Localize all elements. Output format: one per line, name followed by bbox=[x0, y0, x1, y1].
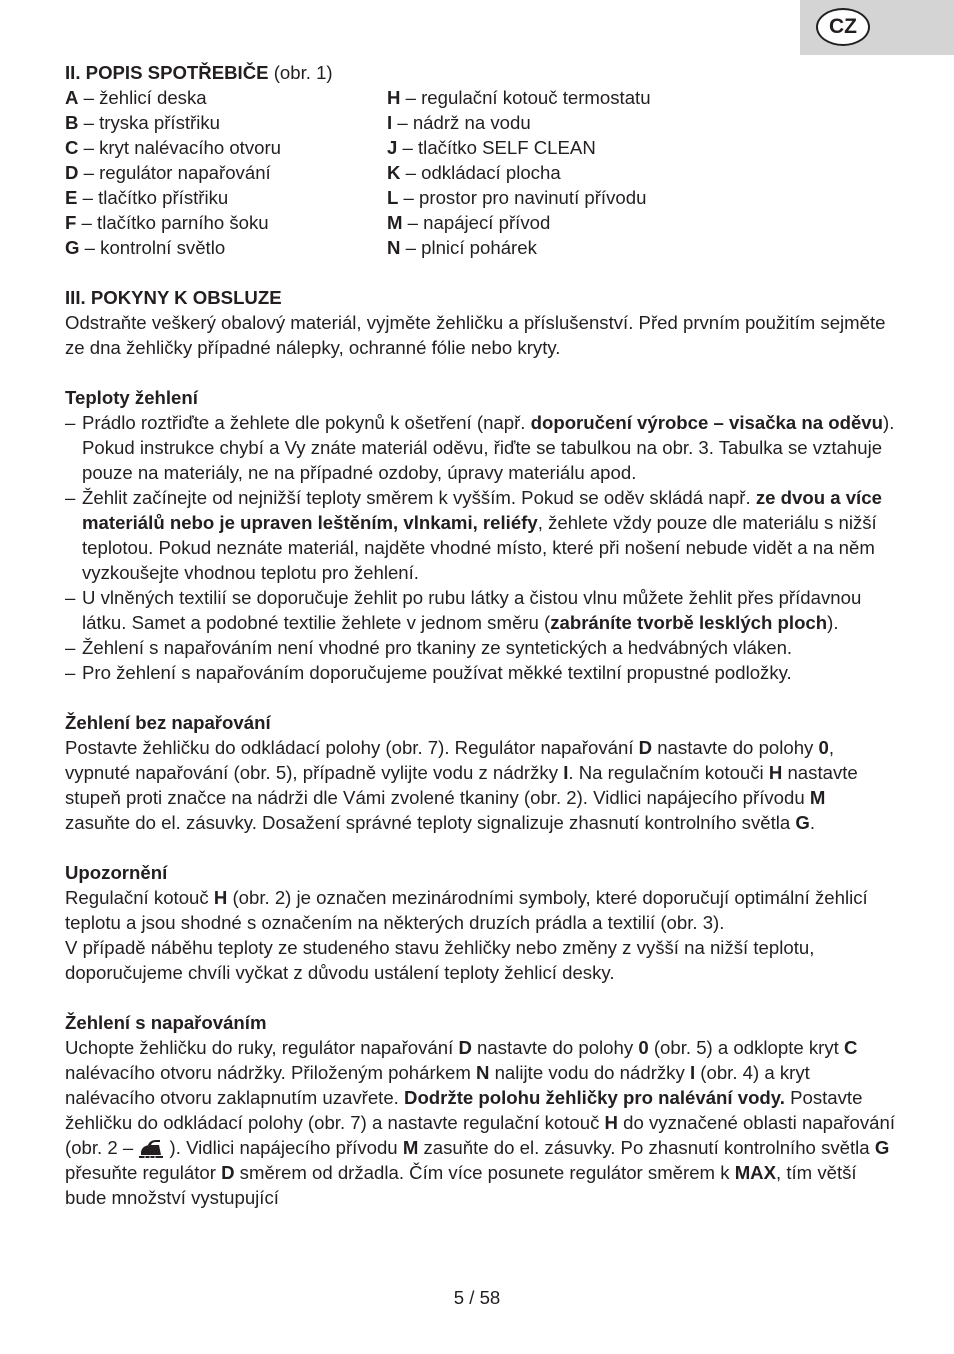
steam-iron-icon bbox=[138, 1139, 164, 1159]
list-item: – Pro žehlení s napařováním doporučujeme používat měkké textilní propustné podložky. bbox=[65, 660, 895, 685]
parts-column-left bbox=[65, 85, 387, 260]
part-item: D – regulátor napařování bbox=[65, 162, 271, 183]
paragraph-ironing-without-steam: Postavte žehličku do odkládací polohy (obr. 7). Regulátor napařování D nastavte do polohy 0, vypnuté napařování (obr. 5), případně vylijte vodu z nádržky I. Na regulačním kotouči H nastavte stupeň proti značce na nádrži dle Vámi zvolené tkaniny (obr. 2). Vidlici napájecího přívodu M zasuňte do el. zásuvky. Dosažení správné teploty signalizuje zhasnutí kontrolního světla G. bbox=[65, 737, 858, 833]
list-item: – Žehlení s napařováním není vhodné pro tkaniny ze syntetických a hedvábných vláken. bbox=[65, 635, 895, 660]
section-title-parts: II. POPIS SPOTŘEBIČE (obr. 1) bbox=[65, 62, 333, 83]
paragraph-warning: Regulační kotouč H (obr. 2) je označen mezinárodními symboly, které doporučují optimální žehlicí teplotu a jsou shodné s označením na některých druzích prádla a textilií (obr. 3). bbox=[65, 887, 868, 933]
part-item: B – tryska přístřiku bbox=[65, 112, 220, 133]
language-badge: CZ bbox=[816, 8, 870, 46]
heading-warning: Upozornění bbox=[65, 862, 168, 883]
heading-ironing-without-steam: Žehlení bez napařování bbox=[65, 712, 271, 733]
part-item: J – tlačítko SELF CLEAN bbox=[387, 137, 596, 158]
part-item: L – prostor pro navinutí přívodu bbox=[387, 187, 647, 208]
heading-ironing-with-steam: Žehlení s napařováním bbox=[65, 1012, 267, 1033]
part-item: A – žehlicí deska bbox=[65, 87, 207, 108]
parts-column-right bbox=[387, 85, 887, 260]
list-item: – Prádlo roztřiďte a žehlete dle pokynů k ošetření (např. doporučení výrobce – visačka na oděvu). Pokud instrukce chybí a Vy znáte materiál oděvu, řiďte se tabulkou na obr. 3. Tabulka se vztahuje pouze na materiály, ne na případné ozdoby, úpravy materiálu apod. bbox=[65, 410, 895, 485]
part-item: F – tlačítko parního šoku bbox=[65, 212, 269, 233]
section-intro: Odstraňte veškerý obalový materiál, vyjměte žehličku a příslušenství. Před prvním použitím sejměte ze dna žehličky případné nálepky, ochranné fólie nebo kryty. bbox=[65, 312, 886, 358]
page-number: 5 / 58 bbox=[453, 1287, 501, 1308]
heading-ironing-temperatures: Teploty žehlení bbox=[65, 387, 198, 408]
language-tab bbox=[800, 0, 954, 55]
section-title-instructions: III. POKYNY K OBSLUZE bbox=[65, 287, 282, 308]
part-item: H – regulační kotouč termostatu bbox=[387, 87, 651, 108]
part-item: K – odkládací plocha bbox=[387, 162, 561, 183]
part-item: G – kontrolní světlo bbox=[65, 237, 226, 258]
paragraph-warning-2: V případě náběhu teploty ze studeného stavu žehličky nebo změny z vyšší na nižší teplotu, doporučujeme chvíli vyčkat z důvodu ustálení teploty žehlicí desky. bbox=[65, 937, 815, 983]
list-item: – Žehlit začínejte od nejnižší teploty směrem k vyšším. Pokud se oděv skládá např. ze dvou a více materiálů nebo je upraven leštěním, vlnkami, reliéfy, žehlete vždy pouze dle materiálu s nižší teplotou. Pokud neznáte materiál, najděte vhodné místo, které při nošení nebude vidět a na něm vyzkoušejte vhodnou teplotu pro žehlení. bbox=[65, 485, 895, 585]
list-item: – U vlněných textilií se doporučuje žehlit po rubu látky a čistou vlnu můžete žehlit přes přídavnou látku. Samet a podobné textilie žehlete v jednom směru (zabráníte tvorbě lesklých ploch). bbox=[65, 585, 895, 635]
part-item: E – tlačítko přístřiku bbox=[65, 187, 229, 208]
parts-list bbox=[65, 85, 895, 260]
part-item: C – kryt nalévacího otvoru bbox=[65, 137, 282, 158]
part-item: N – plnicí pohárek bbox=[387, 237, 537, 258]
part-item: M – napájecí přívod bbox=[387, 212, 551, 233]
document-body bbox=[65, 60, 895, 1210]
paragraph-ironing-with-steam: Uchopte žehličku do ruky, regulátor napařování D nastavte do polohy 0 (obr. 5) a odklopte kryt C nalévacího otvoru nádržky. Přiloženým pohárkem N nalijte vodu do nádržky I (obr. 4) a kryt nalévacího otvoru zaklapnutím uzavřete. Dodržte polohu žehličky pro nalévání vody. Postavte žehličku do odkládací polohy (obr. 7) a nastavte regulační kotouč H do vyznačené oblasti napařování (obr. 2 – ). Vidlici napájecího přívodu M zasuňte do el. zásuvky. Po zhasnutí kontrolního světla G přesuňte regulátor D směrem od držadla. Čím více posunete regulátor směrem k MAX, tím větší bude množství vystupující bbox=[65, 1037, 896, 1208]
part-item: I – nádrž na vodu bbox=[387, 112, 531, 133]
